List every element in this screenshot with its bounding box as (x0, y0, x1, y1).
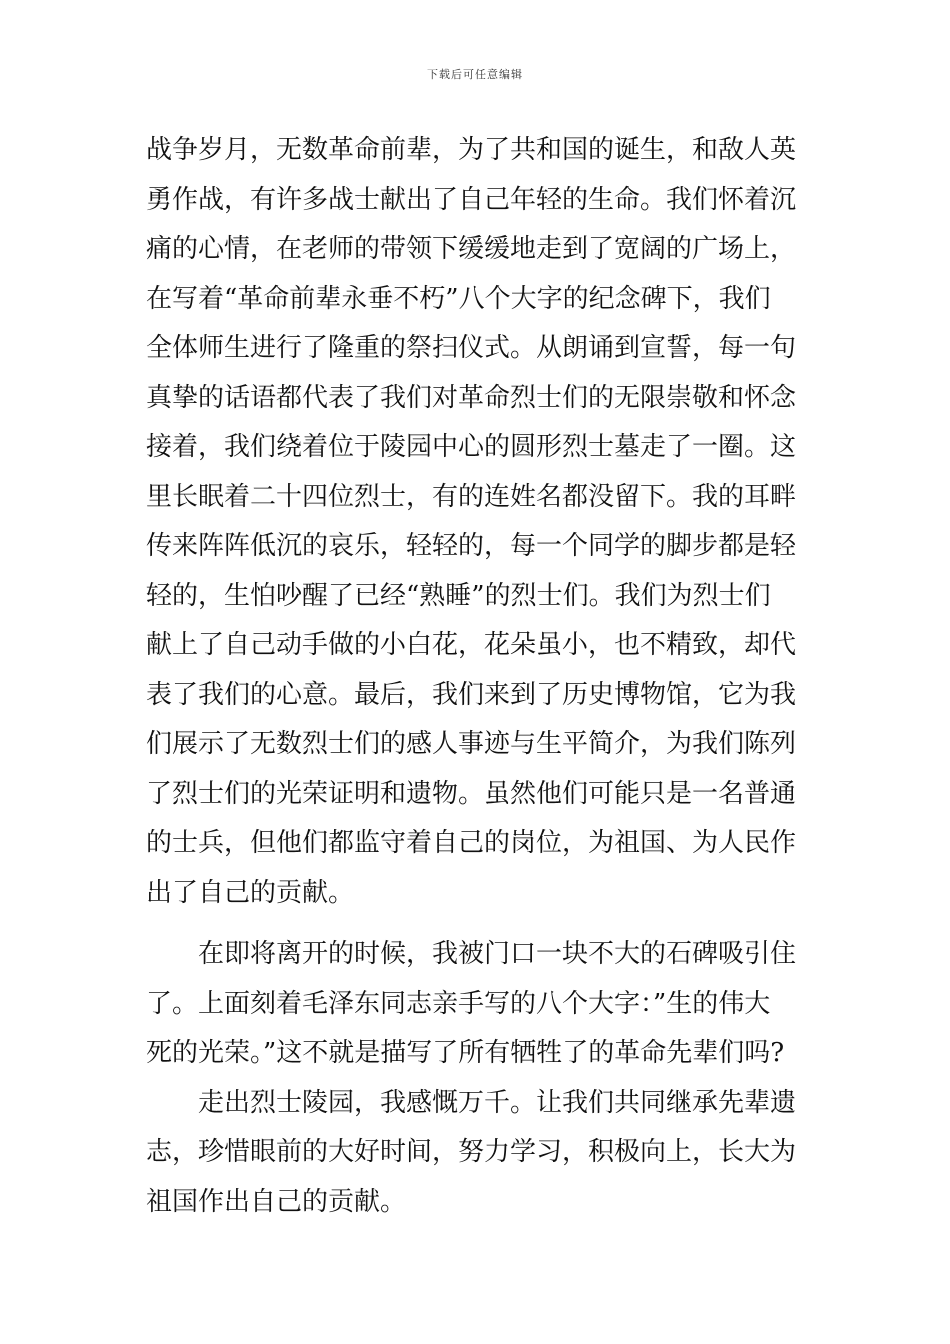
text-line: 全体师生进行了隆重的祭扫仪式。从朗诵到宣誓，每一句 (146, 333, 797, 363)
text-line: 战争岁月，无数革命前辈，为了共和国的诞生，和敌人英 (146, 135, 797, 165)
text-line: 在即将离开的时候，我被门口一块不大的石碑吸引住 (198, 939, 797, 969)
text-line: 了。上面刻着毛泽东同志亲手写的八个大字：”生的伟大 (146, 988, 771, 1019)
document-body (146, 126, 806, 1227)
page-header-note: 下载后可任意编辑 (427, 68, 523, 81)
text-line: 出了自己的贡献。 (146, 877, 355, 908)
text-line: 接着，我们绕着位于陵园中心的圆形烈士墓走了一圈。这 (146, 432, 797, 462)
text-line: 的士兵，但他们都监守着自己的岗位，为祖国、为人民作 (146, 828, 797, 858)
text-line: 表了我们的心意。最后，我们来到了历史博物馆，它为我 (146, 679, 797, 710)
text-line: 真挚的话语都代表了我们对革命烈士们的无限崇敬和怀念 (146, 382, 797, 413)
text-line: 痛的心情，在老师的带领下缓缓地走到了宽阔的广场上， (146, 234, 797, 264)
text-line: 祖国作出自己的贡献。 (146, 1186, 407, 1217)
text-line: 里长眠着二十四位烈士，有的连姓名都没留下。我的耳畔 (146, 481, 797, 512)
text-line: 死的光荣。”这不就是描写了所有牺牲了的革命先辈们吗? (146, 1038, 785, 1068)
text-line: 们展示了无数烈士们的感人事迹与生平简介，为我们陈列 (146, 729, 797, 759)
text-line: 献上了自己动手做的小白花，花朵虽小，也不精致，却代 (146, 630, 797, 660)
paragraph (146, 930, 806, 1079)
text-line: 轻的，生怕吵醒了已经“熟睡”的烈士们。我们为烈士们 (146, 580, 771, 611)
text-line: 传来阵阵低沉的哀乐，轻轻的，每一个同学的脚步都是轻 (146, 531, 797, 561)
text-line: 勇作战，有许多战士献出了自己年轻的生命。我们怀着沉 (146, 184, 797, 215)
text-line: 在写着“革命前辈永垂不朽”八个大字的纪念碑下，我们 (146, 283, 771, 314)
paragraph (146, 1079, 806, 1228)
text-line: 走出烈士陵园，我感慨万千。让我们共同继承先辈遗 (198, 1087, 797, 1118)
paragraph (146, 126, 806, 918)
text-line: 了烈士们的光荣证明和遗物。虽然他们可能只是一名普通 (146, 778, 797, 809)
text-line: 志，珍惜眼前的大好时间，努力学习，积极向上，长大为 (146, 1137, 797, 1167)
